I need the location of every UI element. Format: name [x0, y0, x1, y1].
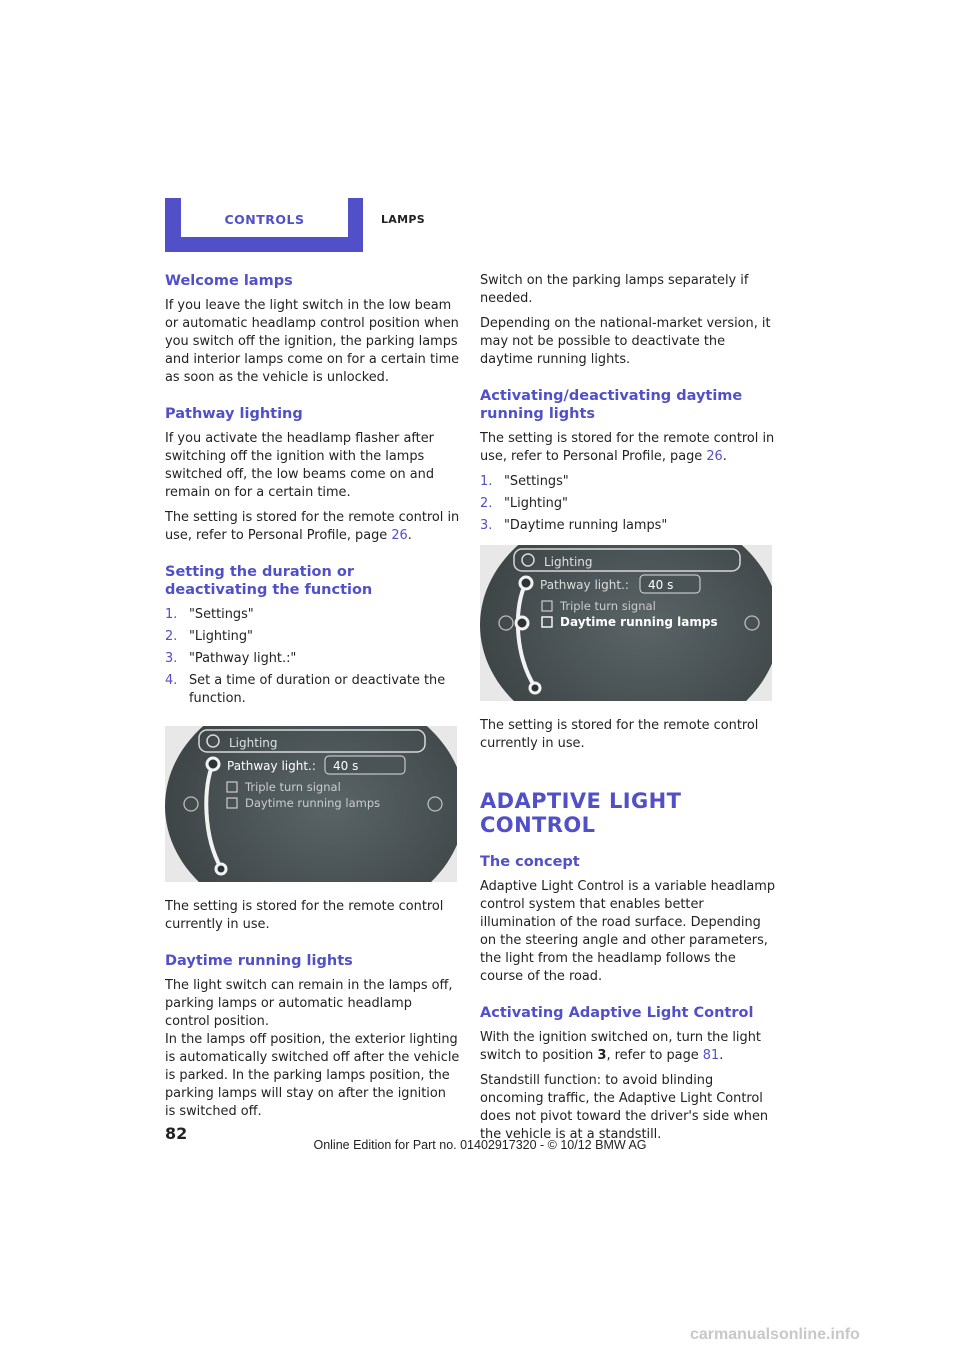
left-column — [165, 272, 460, 1128]
heading-activating-drl: Activating/deactivating daytime running lights — [480, 388, 743, 422]
drl-stored-text: The setting is stored for the remote control in use, refer to Personal Profile, page 26. — [480, 431, 775, 464]
welcome-text: If you leave the light switch in the low beam or automatic headlamp control position when you switch off the ignition, the parking lamps and interior lamps come on for a certain time as soon as the vehicle is unlocked. — [165, 298, 460, 385]
list-item: 3. "Pathway light.:" — [165, 651, 297, 666]
drl-text-2: In the lamps off position, the exterior lighting is automatically switched off after the vehicle is parked. In the parking lamps position, the parking lamps will stay on after the ignition is switched off. — [165, 1032, 460, 1119]
heading-setting-duration: Setting the duration or deactivating the function — [165, 564, 373, 598]
right-column — [480, 272, 775, 1151]
watermark: carmanualsonline.info — [690, 1326, 860, 1343]
list-item: 4. Set a time of duration or deactivate the function. — [165, 673, 446, 706]
screen-triple-turn-label: Triple turn signal — [245, 780, 341, 794]
drl-steps — [480, 473, 775, 535]
screen-triple-turn-label: Triple turn signal — [560, 599, 656, 613]
list-item: 1. "Settings" — [165, 607, 254, 622]
list-item: 2. "Lighting" — [165, 629, 253, 644]
screen-menu-title: Lighting — [229, 736, 278, 750]
list-item: 2. "Lighting" — [480, 496, 568, 511]
heading-the-concept: The concept — [480, 854, 580, 870]
page-link-26[interactable]: 26 — [391, 528, 408, 543]
lighting-screen-pathway — [165, 726, 457, 882]
screen-menu-title: Lighting — [544, 555, 593, 569]
standstill-text: Standstill function: to avoid blinding oncoming traffic, the Adaptive Light Control does not pivot toward the driver's side when the vehicle is at a standstill. — [480, 1073, 769, 1142]
pathway-after-screen-text: The setting is stored for the remote control currently in use. — [165, 899, 444, 932]
screen-pathway-value: 40 s — [333, 759, 359, 773]
heading-activating-alc: Activating Adaptive Light Control — [480, 1005, 754, 1021]
drl-after-screen-text: The setting is stored for the remote control currently in use. — [480, 718, 759, 751]
heading-daytime-running-lights: Daytime running lights — [165, 953, 353, 969]
pathway-stored-text: The setting is stored for the remote control in use, refer to Personal Profile, page 26. — [165, 510, 460, 543]
drl-text: The light switch can remain in the lamps off, parking lamps or automatic headlamp control position. — [165, 978, 453, 1029]
market-text: Depending on the national-market version, it may not be possible to deactivate the daytime running lights. — [480, 316, 771, 367]
concept-text: Adaptive Light Control is a variable headlamp control system that enables better illumination of the road surface. Depending on the steering angle and other parameters, the light from the headlamp follows the course of the road. — [480, 879, 776, 984]
chapter-title: LAMPS — [381, 213, 425, 226]
screen-drl-label: Daytime running lamps — [560, 615, 718, 629]
screen-pathway-label: Pathway light.: — [540, 578, 629, 592]
screen-pathway-value: 40 s — [648, 578, 674, 592]
screen-drl-label: Daytime running lamps — [245, 796, 381, 810]
lighting-screen-drl — [480, 545, 772, 701]
screen-pathway-label: Pathway light.: — [227, 759, 316, 773]
pathway-text: If you activate the headlamp flasher after switching off the ignition with the lamps switched off, the low beams come on and remain on for a certain time. — [165, 431, 435, 500]
heading-welcome-lamps: Welcome lamps — [165, 273, 293, 289]
heading-adaptive-light-control: ADAPTIVE LIGHT CONTROL — [480, 789, 682, 837]
parking-text: Switch on the parking lamps separately if needed. — [480, 273, 749, 306]
page-link-26[interactable]: 26 — [706, 449, 723, 464]
page-number: 82 — [165, 1124, 188, 1143]
list-item: 1. "Settings" — [480, 474, 569, 489]
section-title: CONTROLS — [181, 198, 348, 237]
page-link-81[interactable]: 81 — [702, 1048, 720, 1063]
edition-footer: Online Edition for Part no. 01402917320 - © 10/12 BMW AG — [313, 1138, 647, 1152]
duration-steps — [165, 606, 460, 708]
activating-alc-text: With the ignition switched on, turn the light switch to position 3, refer to page 81. — [480, 1030, 761, 1063]
heading-pathway-lighting: Pathway lighting — [165, 406, 303, 422]
list-item: 3. "Daytime running lamps" — [480, 518, 668, 533]
